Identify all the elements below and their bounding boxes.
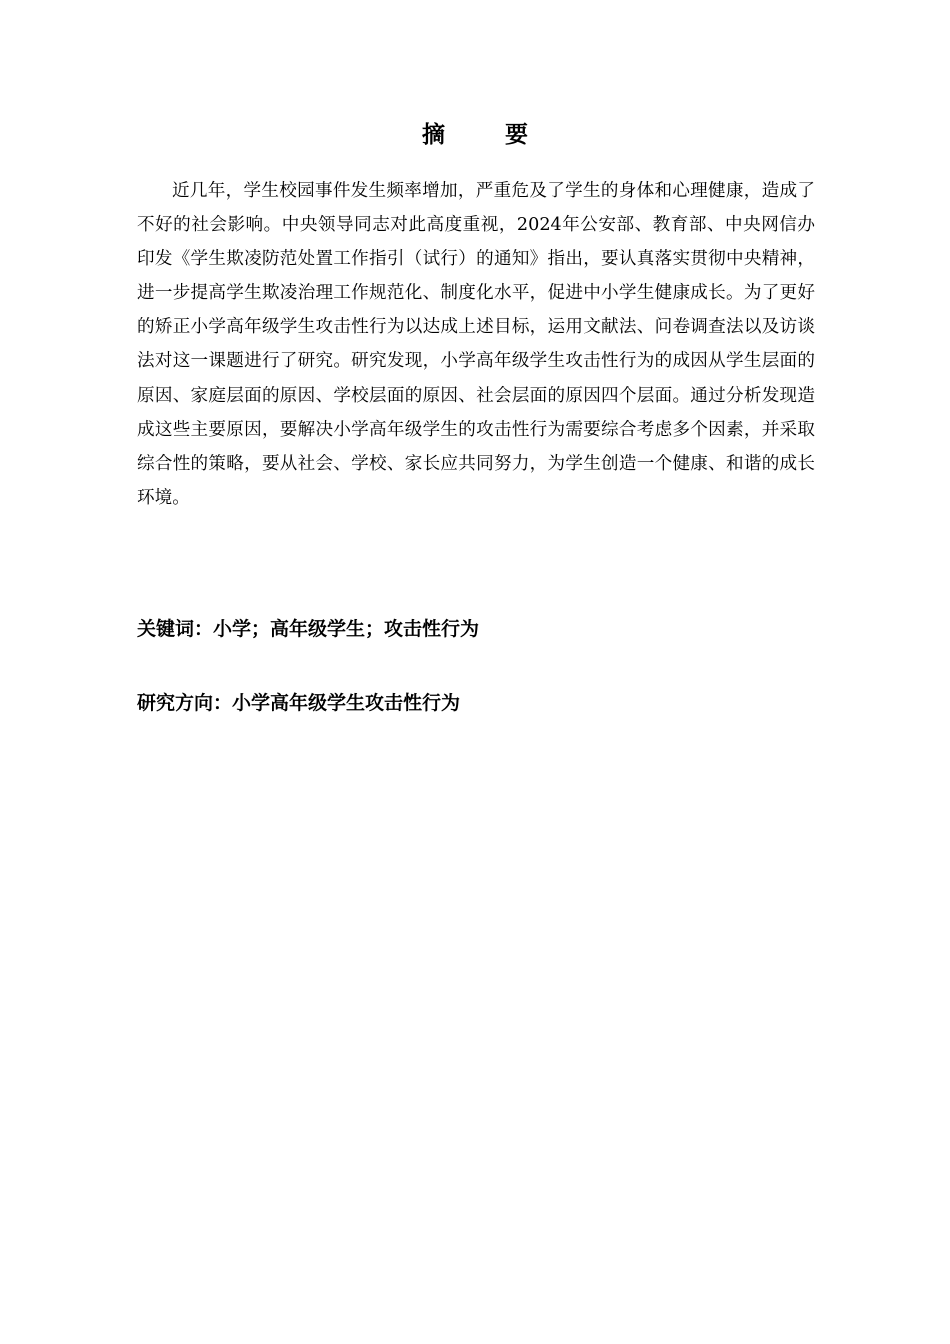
keywords-line (137, 614, 479, 644)
research-direction-value: 小学高年级学生攻击性行为 (232, 692, 461, 714)
research-direction-label: 研究方向： (137, 692, 233, 714)
abstract-body: 近几年，学生校园事件发生频率增加，严重危及了学生的身体和心理健康，造成了不好的社会影响。中央领导同志对此高度重视，2024年公安部、教育部、中央网信办印发《学生欺凌防范处置工作指引（试行）的通知》指出，要认真落实贯彻中央精神，进一步提高学生欺凌治理工作规范化、制度化水平，促进中小学生健康成长。为了更好的矫正小学高年级学生攻击性行为以达成上述目标，运用文献法、问卷调查法以及访谈法对这一课题进行了研究。研究发现，小学高年级学生攻击性行为的成因从学生层面的原因、家庭层面的原因、学校层面的原因、社会层面的原因四个层面。通过分析发现造成这些主要原因，要解决小学高年级学生的攻击性行为需要综合考虑多个因素，并采取综合性的策略，要从社会、学校、家长应共同努力，为学生创造一个健康、和谐的成长环境。 (137, 181, 815, 508)
research-direction-line (137, 688, 460, 718)
abstract-title: 摘 要 (421, 122, 554, 148)
keywords-value: 小学；高年级学生；攻击性行为 (213, 618, 480, 640)
keywords-label: 关键词： (137, 618, 214, 640)
